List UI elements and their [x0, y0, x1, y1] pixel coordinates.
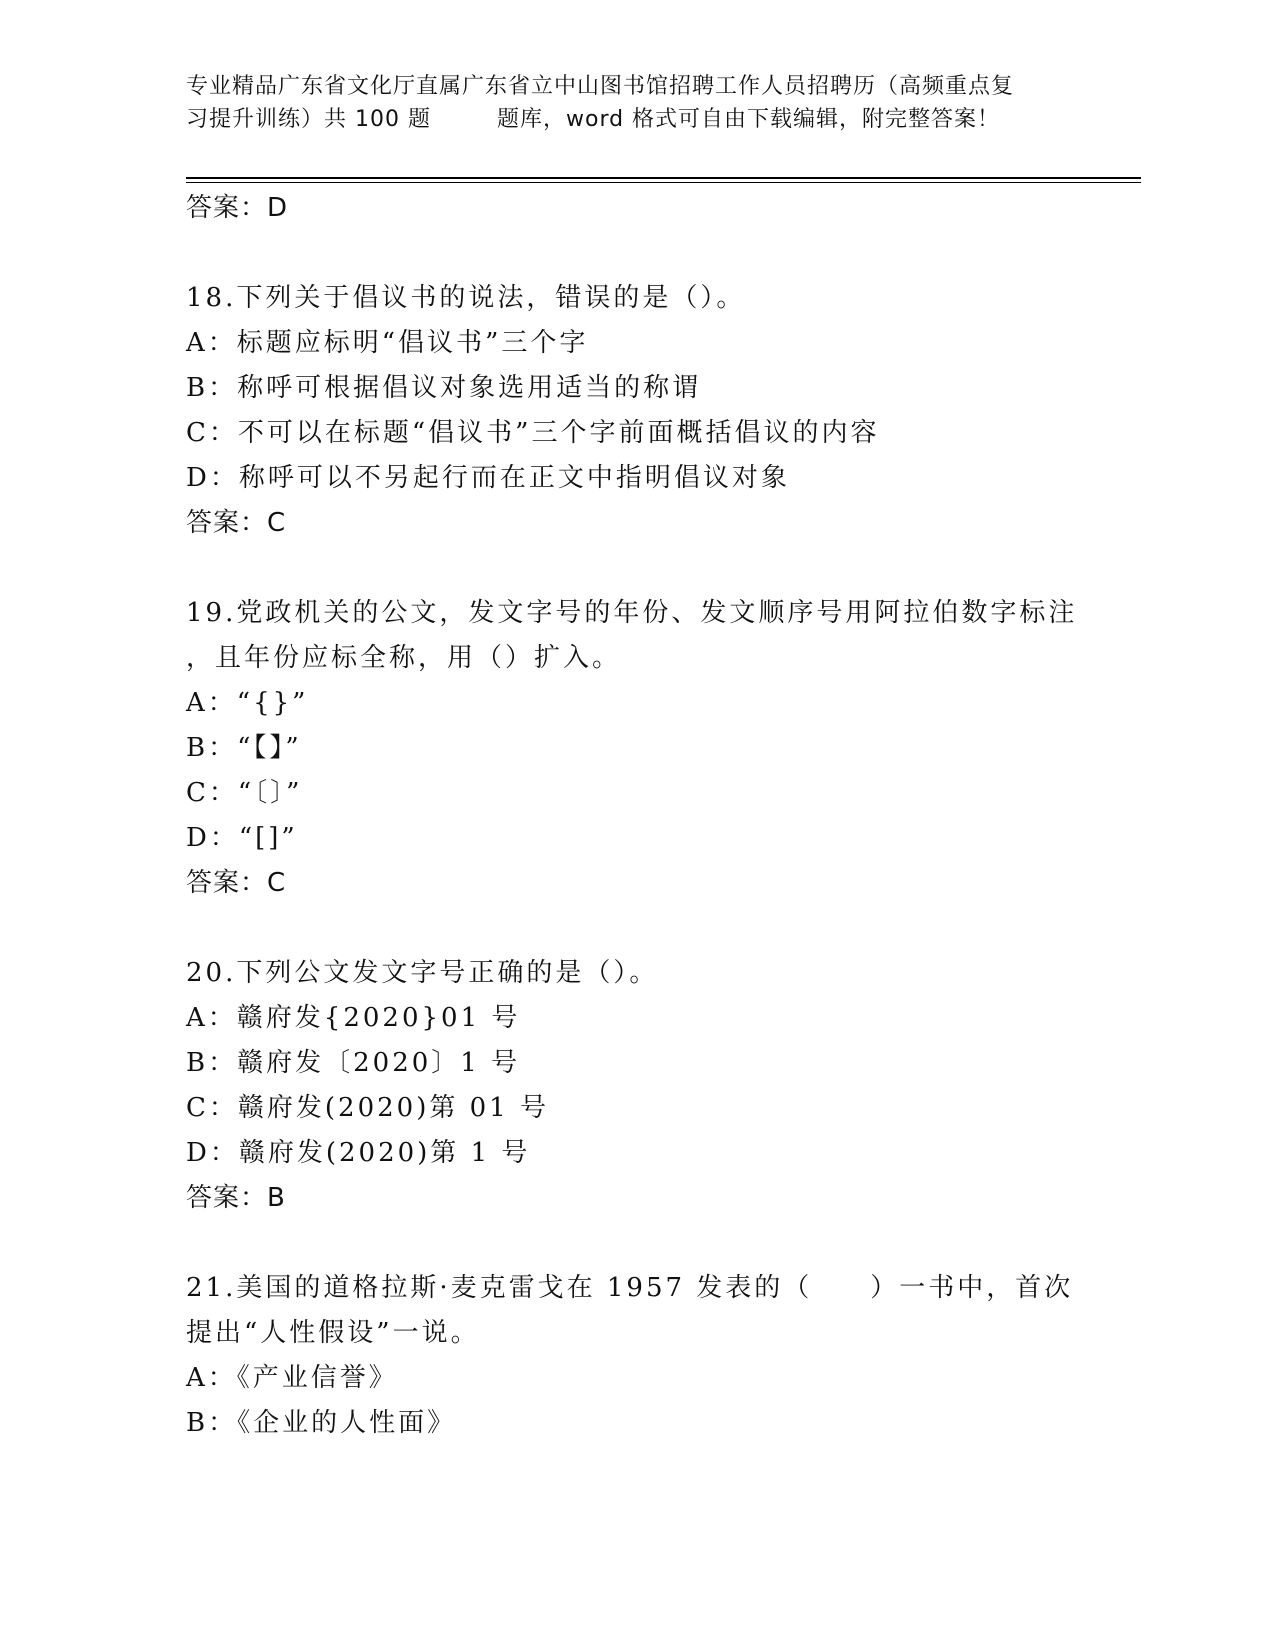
option-d: D：“[]”: [186, 823, 298, 853]
page-header: [186, 70, 1086, 136]
option-d: D：赣府发(2020)第 1 号: [186, 1138, 531, 1168]
header-line-2: [186, 103, 1086, 136]
question-20: [186, 951, 1086, 1221]
answer: 答案：B: [186, 1183, 286, 1213]
option-a: A：标题应标明“倡议书”三个字: [186, 328, 589, 358]
option-d: D：称呼可以不另起行而在正文中指明倡议对象: [186, 463, 790, 493]
option-b: B：《企业的人性面》: [186, 1408, 457, 1438]
question-stem: 20.下列公文发文字号正确的是（）。: [186, 958, 659, 988]
option-a: A：“{}”: [186, 688, 309, 718]
option-b: B：“【】”: [186, 733, 302, 763]
question-stem: 19.党政机关的公文，发文字号的年份、发文顺序号用阿拉伯数字标注: [186, 598, 1078, 628]
header-line-2-part-1: 习提升训练）共 100 题: [186, 107, 431, 132]
header-line-1: 专业精品广东省文化厅直属广东省立中山图书馆招聘工作人员招聘历（高频重点复: [186, 74, 1015, 99]
document-body: [186, 186, 1086, 1446]
question-21: [186, 1266, 1086, 1446]
header-rule-thin: [186, 182, 1141, 183]
answer: 答案：C: [186, 508, 287, 538]
answer: 答案：C: [186, 868, 287, 898]
option-c: C：“〔〕”: [186, 778, 303, 808]
question-stem: 18.下列关于倡议书的说法，错误的是（）。: [186, 283, 746, 313]
question-stem-continued: ，且年份应标全称，用（）扩入。: [186, 643, 622, 673]
header-line-2-part-2: 题库，word 格式可自由下载编辑，附完整答案！: [496, 107, 1001, 132]
option-b: B：称呼可根据倡议对象选用适当的称谓: [186, 373, 702, 403]
option-a: A：《产业信誉》: [186, 1363, 398, 1393]
question-stem-continued: 提出“人性假设”一说。: [186, 1318, 480, 1348]
option-a: A：赣府发{2020}01 号: [186, 1003, 521, 1033]
previous-answer: 答案：D: [186, 193, 289, 223]
option-c: C：赣府发(2020)第 01 号: [186, 1093, 549, 1123]
question-18: [186, 276, 1086, 546]
question-19: [186, 591, 1086, 906]
option-b: B：赣府发〔2020〕1 号: [186, 1048, 521, 1078]
option-c: C：不可以在标题“倡议书”三个字前面概括倡议的内容: [186, 418, 880, 448]
header-rule-thick: [186, 177, 1141, 179]
question-stem: 21.美国的道格拉斯·麦克雷戈在 1957 发表的（ ）一书中，首次: [186, 1273, 1074, 1303]
